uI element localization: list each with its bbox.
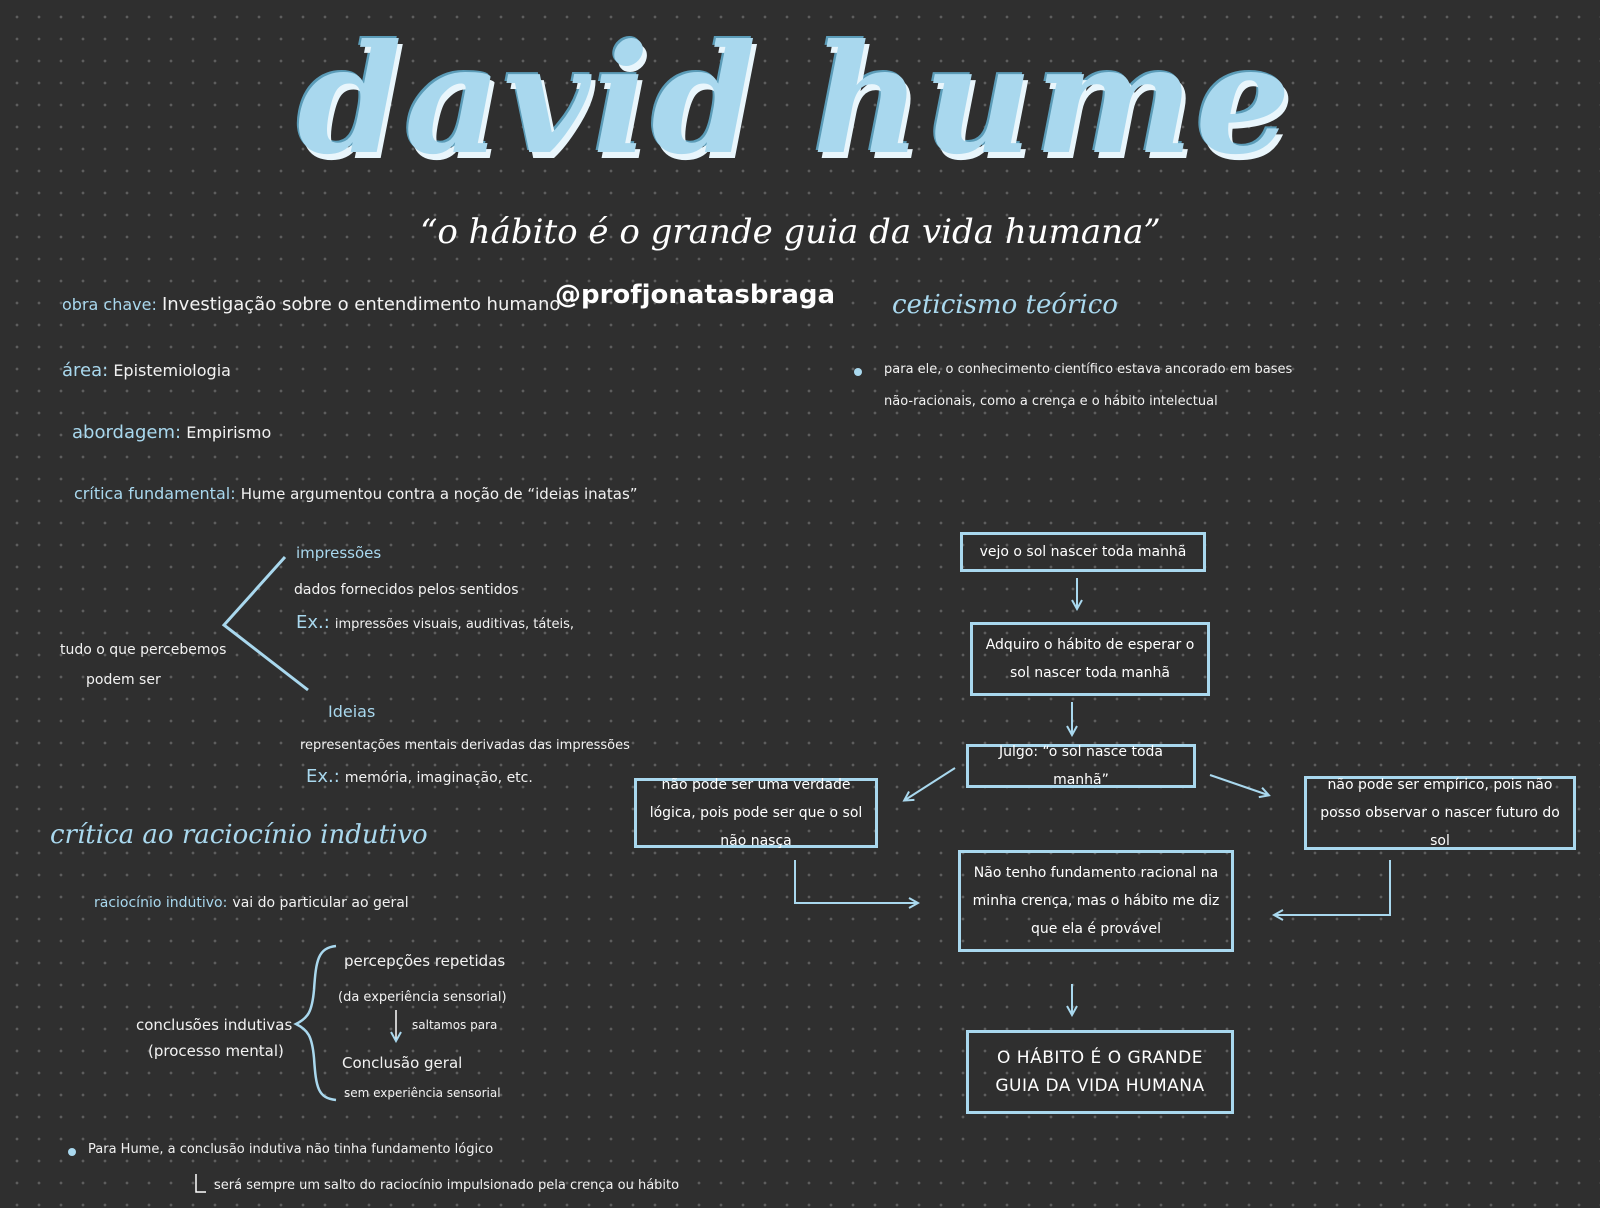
flow-box-not-logical (634, 778, 878, 848)
perception-root-line1: tudo o que percebemos (60, 642, 227, 658)
flow-box-habit-text: Adquiro o hábito de esperar o sol nascer toda manhã (985, 637, 1195, 681)
brace-icon (296, 946, 336, 1100)
ideias-ex-label: Ex.: (306, 766, 340, 787)
arrow-box3-right (1210, 775, 1268, 795)
flow-box-no-rational-basis (958, 850, 1234, 952)
info-critica (74, 484, 638, 503)
bullet-icon (68, 1148, 76, 1156)
info-abordagem (72, 422, 271, 443)
bullet-icon (854, 368, 862, 376)
flow-box-not-empirical (1304, 776, 1576, 850)
obra-value: Investigação sobre o entendimento humano (161, 294, 561, 315)
ideias-example (306, 766, 533, 787)
critica-label: crítica fundamental: (74, 484, 236, 503)
flow-box-conclusion (966, 1030, 1234, 1114)
ideias-title: Ideias (328, 702, 376, 721)
obra-label: obra chave: (62, 295, 157, 314)
hume-conclusion-subtext: será sempre um salto do raciocínio impulsionado pela crença ou hábito (214, 1178, 680, 1193)
abordagem-label: abordagem: (72, 422, 182, 443)
skepticism-line2: não-racionais, como a crença e o hábito intelectual (884, 394, 1218, 409)
conclusoes-line2: (processo mental) (148, 1042, 284, 1060)
saltamos-para: saltamos para (412, 1018, 498, 1032)
perception-root-line2: podem ser (86, 672, 161, 688)
conclusao-geral: Conclusão geral (342, 1054, 463, 1072)
inductive-definition (94, 892, 409, 911)
page-title: david hume (297, 12, 1293, 188)
flow-box-conclusion-text: O HÁBITO É O GRANDE GUIA DA VIDA HUMANA (995, 1048, 1205, 1096)
percepcoes-repetidas: percepções repetidas (344, 952, 506, 970)
critica-value: Hume argumentou contra a noção de “ideias inatas” (240, 485, 638, 503)
arrow-box3-left (905, 768, 955, 800)
flow-box-observation-text: vejo o sol nascer toda manhã (979, 544, 1187, 560)
area-value: Epistemiologia (113, 361, 231, 380)
abordagem-value: Empirismo (186, 423, 272, 442)
arrow-right-center (1275, 860, 1390, 915)
flow-box-no-rational-basis-text: Não tenho fundamento racional na minha crença, mas o hábito me diz que ela é provável (972, 865, 1220, 937)
info-obra (62, 294, 560, 315)
sem-experiencia: sem experiência sensorial (344, 1086, 501, 1100)
inductive-section-title: crítica ao raciocínio indutivo (50, 820, 428, 850)
area-label: área: (62, 360, 109, 381)
inductive-def-label: raciocínio indutivo: (94, 895, 228, 911)
flow-box-habit (970, 622, 1210, 696)
impressoes-title: impressões (296, 544, 382, 562)
flow-box-not-logical-text: não pode ser uma verdade lógica, pois pode ser que o sol não nasça (649, 777, 863, 849)
ideias-ex-text: memória, imaginação, etc. (344, 770, 533, 786)
quote: “o hábito é o grande guia da vida humana” (420, 212, 1161, 252)
flow-box-judgment-text: Julgo: “o sol nasce toda manhã” (999, 744, 1163, 788)
ideias-desc: representações mentais derivadas das impressões (300, 738, 630, 753)
conclusoes-line1: conclusões indutivas (136, 1016, 293, 1034)
arrow-left-center (795, 860, 917, 903)
skepticism-line1: para ele, o conhecimento científico estava ancorado em bases (884, 362, 1293, 377)
flow-box-observation (960, 532, 1206, 572)
sub-bullet-icon (196, 1174, 206, 1192)
impressoes-ex-text: impressões visuais, auditivas, táteis, (334, 617, 574, 632)
skepticism-section-title: ceticismo teórico (892, 290, 1118, 320)
impressoes-desc: dados fornecidos pelos sentidos (294, 582, 519, 598)
flow-box-not-empirical-text: não pode ser empírico, pois não posso observar o nascer futuro do sol (1320, 777, 1560, 849)
flow-box-judgment (966, 744, 1196, 788)
author-handle: @profjonatasbraga (555, 280, 836, 310)
info-area (62, 360, 231, 381)
impressoes-example (296, 612, 574, 633)
impressoes-ex-label: Ex.: (296, 612, 330, 633)
hume-conclusion-text: Para Hume, a conclusão indutiva não tinha fundamento lógico (88, 1142, 494, 1157)
inductive-def-value: vai do particular ao geral (232, 895, 409, 911)
experiencia-sensorial: (da experiência sensorial) (338, 990, 507, 1005)
